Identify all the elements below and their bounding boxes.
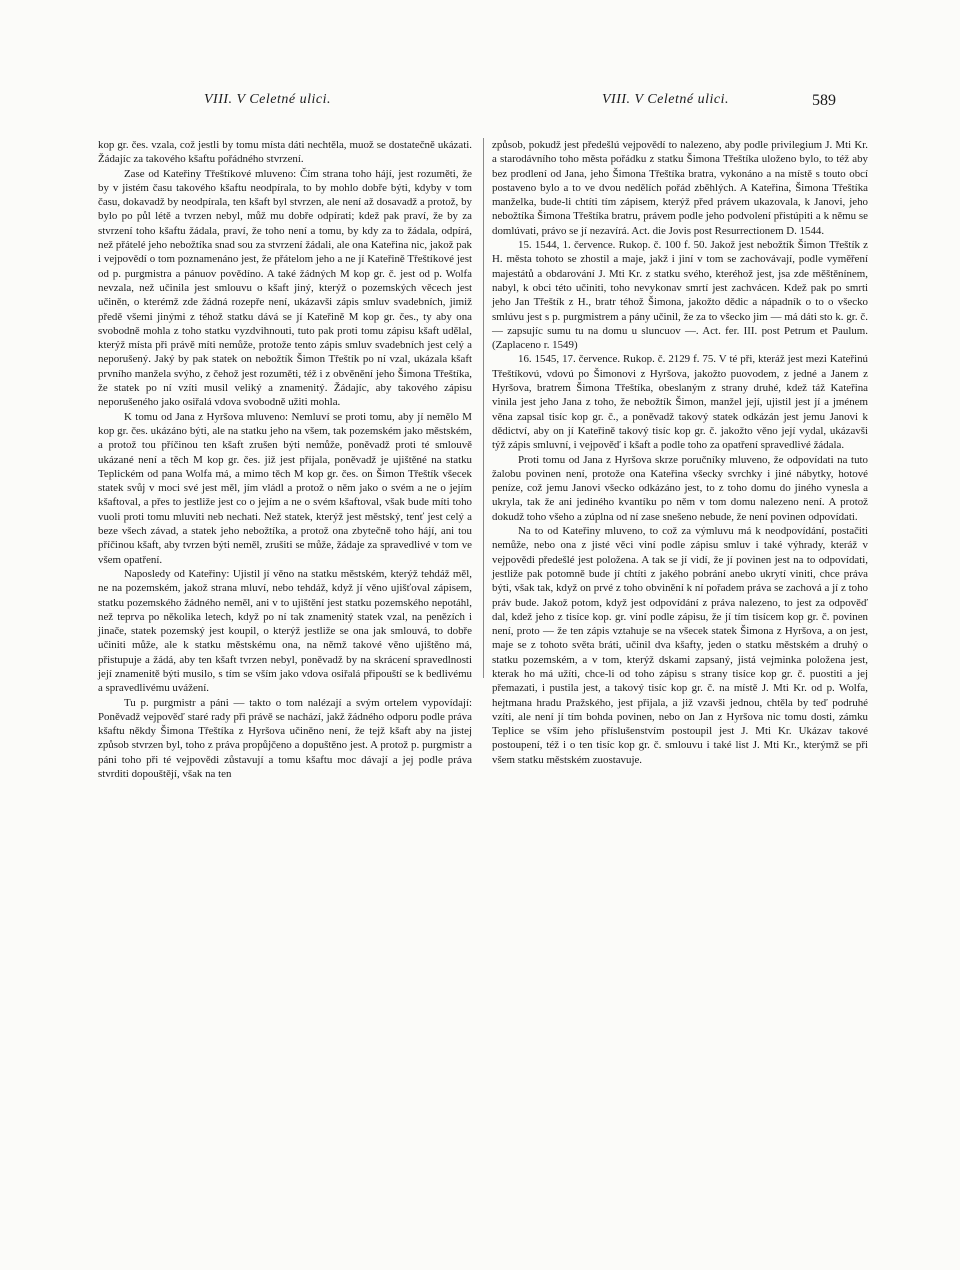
- column-divider: [483, 138, 484, 678]
- running-header-right: VIII. V Celetné ulici.: [602, 92, 729, 107]
- paragraph: kop gr. čes. vzala, což jestli by tomu místa dáti nechtěla, muož se dostatečně ukázati. Žádajíc za takového kšaftu pořádného stvrzení.: [98, 139, 472, 166]
- paragraph: Na to od Kateřiny mluveno, to což za výmluvu má k neodpovídání, postačiti nemůže, nebo ona z jisté věci viní podle zápisu smluv i také výhrady, kteráž v vejpovědi předešlé jest položena. A tak se jí vidí, že jí povinen jest na to odpovídati, jestliže pak potomně bude jí chtíti z jakého pobrání anebo ukrytí viniti, chce práva býti, však tak, když on prvé z toho obvinění k ní pořadem práva se zachová a jí z toho práv bude. Jakož potom, když jest odpovídání z práva nalezeno, to jest za odpověď dal, kdež jeho z tisíce kop. gr. viní podle zápisu, že jí tím tisícem kop gr. č. povinen není, proto — že ten zápis vztahuje se na všecek statek Šimona z Hyršova, a on jest, maje se z tohoto světa bráti, učinil dva kšafty, jeden o statku městském a druhý o statku pozemském, a v tom, kterýž dskami zapsaný, jistá vejminka položena jest, kterak ho má užíti, chce-li od toho zápisu s strany tisíce kop gr. č. puostiti a jej přemazati, i pustila jest, a takový tisíc kop gr. č. na místě J. Mti Kr. od p. Wolfa, hejtmana hradu Pražského, jest přijala, a již vzavši jednou, chtěla by teď podruhé vzíti, ale není jí tím bohda povinen, nebo on Jan z Hyršova nic tomu dosti, zámku Teplice se vším jeho příslušenstvím postoupil jest J. Mti Kr. Ukázav takové postoupení, též i o ten tisíc kop gr. č. smlouvu i také list J. Mti Kr., kterýmž se při všem statku městském zuostavuje.: [492, 525, 868, 766]
- paragraph: Tu p. purgmistr a páni — takto o tom nalézají a svým ortelem vypovídají: Poněvadž vejpověď staré rady při právě se nachází, jakž žádného odporu podle práva kšaftu někdy Šimona Třeštíka z Hyršova učiněno není, že tejž kšaft aby na jistej způsob stvrzen byl, toho z práva propůjčeno a dopuštěno jest. A protož p. purgmistr a páni toho při té vejpovědi zůstavují a tomu kšaftu moc dávají a jej podle práva stvrditi dopouštějí, však na ten: [98, 696, 472, 781]
- paragraph: Zase od Kateřiny Třeštíkové mluveno: Čím strana toho hájí, jest rozuměti, že by v jistém času takového kšaftu neodpírala, to by mohlo dobře býti, kdyby v tom času, dokavadž by neodpírala, ten kšaft byl stvrzen, ale není až dosavadž a protož, by bylo po půl létě a tvrzen nebyl, můž mu dobře odpírati; kdež pak praví, že by za stvrzení toho kšaftu žádala, praví, že toho není a tomu, by kdy za to žádala, odpírá, než přátelé jeho nebožtíka snad sou za stvrzení žádali, ale ona Kateřina nic, jakož pak i vejpovědí o tom poznamenáno jest, že přátelom jeho a ne jí Kateřině Třeštíkové jest od p. purgmistra a pánuov povědíno. A také žádných M kop gr. č. jest od p. Wolfa nevzala, než učinila jest smlouvu o kšaft jiný, kterýž o pozemských věcech jest učiněn, o kterémž zde žádná rozepře není, ukázavši zápis smluv svadebních, jimiž předě všemi jinými z téhož statku dává se jí Kateřině M kop gr. čes., ty aby ona svobodně mohla z toho statku vyzdvihnouti, tuto pak proti tomu zápisu kšaft udělal, kterýž místa při právě míti nemůže, protože tento zápis smluv svadebních jest celý a neporušený. Jaký by pak statek on nebožtík Šimon Třeštík po ní vzal, ukázala kšaft prvního manžela svýho, z čehož jest rozuměti, též i z obvěnění jeho Šimona Třeštíka, že statek po ní vzíti musil veliký a znamenitý. Žádajíc, aby takového zápisu neporušeného jako osiřalá vdova svobodně užiti mohla.: [98, 167, 472, 409]
- paragraph: 16. 1545, 17. července. Rukop. č. 2129 f. 75. V té při, kteráž jest mezi Kateřinú Třeštíkovú, vdovú po Šimonovi z Hyršova, jakožto puovodem, z jedné a Janem z Hyršova, bratrem Šimona Třeštíka, obeslaným z strany druhé, kdež táž Kateřina vinila jest jeho Jana z toho, že nebožtík Šimon, manžel její, ujistil jest jí a jménem věna zapsal tisíc kop gr. č., a poněvadž takový statek odkázán jest jemu Janovi k dědictví, aby on jí Kateřině takový tisíc kop gr. č. jakožto věno její vydal, ukázavši týž zápis smluvní, i vejpověď i kšaft a podle toho za opatření spravedlivé žádala.: [492, 353, 868, 452]
- paragraph: Proti tomu od Jana z Hyršova skrze poručníky mluveno, že odpovídati na tuto žalobu povinen není, protože ona Kateřina všecky svrchky i jiné nábytky, hotové peníze, což jemu Janovi všecko odkázáno jest, to z toho domu do jiného vynesla a ukryla, tak že ani jediného kvantíku po něm v tom domu nalezeno není. A protož dokudž toho všeho a zúplna od ní zase snešeno nebude, že není povinen odpovídati.: [492, 453, 868, 523]
- paragraph: K tomu od Jana z Hyršova mluveno: Nemluví se proti tomu, aby jí nemělo M kop gr. čes. ukázáno býti, ale na statku jeho na všem, tak pozemském jako městském, a protož tou příčinou ten kšaft zrušen býti nemůže, poněvadž proti té smlouvě ukázané není a těch M kop gr. čes. již jest přijala, poněvadž je ujištěné na statku Teplickém od pana Wolfa má, a mimo těch M kop gr. čes. on Šimon Třeštík všecek statek svůj v moci své jest měl, jím vládl a protož o něm jako o svém a ne o jejím kšaftoval, a přes to jestliže jest co o jejím a ne o svém kšaftoval, však bude míti toho vuoli proti tomu mluviti neb nechati. Než statek, kterýž jest městský, tenť jest celý a beze všech závad, a statek jeho nebožtíka, a protož ona zbytečně toho hájí, ani tou příčinou kšaft, aby tvrzen býti neměl, zrušiti se může, žádaje za spravedlivé v tom ve všem opatření.: [98, 410, 472, 566]
- left-column: [98, 138, 472, 781]
- running-header-left: VIII. V Celetné ulici.: [204, 92, 331, 107]
- paragraph: Naposledy od Kateřiny: Ujistil jí věno na statku městském, kterýž tehdáž měl, ne na pozemském, jakož strana mluví, nebo tehdáž, když jí věno ujišťoval zápisem, statku pozemského žádného neměl, ani v to ujištění jest statku pozemského nepotáhl, než teprva po několika letech, když po ní tak znamenitý statek vzal, na penězích i jinače, statek pozemský jest koupil, o kterýž jestliže se ona jak smlouvá, to dobře učiniti může, ale k statku městskému ona, na němž takové věno ujištěno má, přistupuje a žádá, aby ten kšaft tvrzen nebyl, poněvadž by na skrácení spravedlnosti její znamenitě býti musilo, s tím se vším jako vdova osiřalá připouští se k bedlivému a spravedlivému uvážení.: [98, 567, 472, 695]
- paragraph: 15. 1544, 1. července. Rukop. č. 100 f. 50. Jakož jest nebožtík Šimon Třeštík z H. města tohoto se zhostil a maje, jakž i jiní v tom se zachovávají, podle vyměření majestátů a obdarování J. Mti Kr. z statku svého, kteréhož jest, jsa zde měštěnínem, nabyl, k obci této učiniti, toho nevykonav smrtí jest zachvácen. Kdež pak po smrti jeho Jan Třeštík z H., bratr téhož Šimona, jakožto dědic a nápadník o to o všecko smlúvu jest s p. purgmistrem a pány učinil, že za to všecko jim — má dáti sto k. gr. č. — zapsujíc sumu tu na domu u sluncuov —. Act. fer. III. post Petrum et Paulum. (Zaplaceno r. 1549): [492, 239, 868, 352]
- paragraph: způsob, pokudž jest předešlú vejpovědí to nalezeno, aby podle privilegium J. Mti Kr. a starodávního toho města pořádku z statku Šimona Třeštíka uloženo bylo, to též aby bez prodlení od Jana, jeho Šimona Třeštíka bratra, vykonáno a na místě s touto obcí postaveno bylo a to ve dvou nedělích pořád zběhlých. A Kateřina, Šimona Třeštíka manželka, bude-li chtíti tím zápisem, kterýž před právem ukazovala, k Janovi, jeho nebožtíka Šimona Třeštíka bratru, právem podle jeho podvolení přistúpiti a k němu se domlúvati, právo se jí nezavírá. Act. die Jovis post Resurrectionem D. 1544.: [492, 139, 868, 237]
- page-number: 589: [812, 92, 836, 109]
- right-column: [492, 138, 868, 767]
